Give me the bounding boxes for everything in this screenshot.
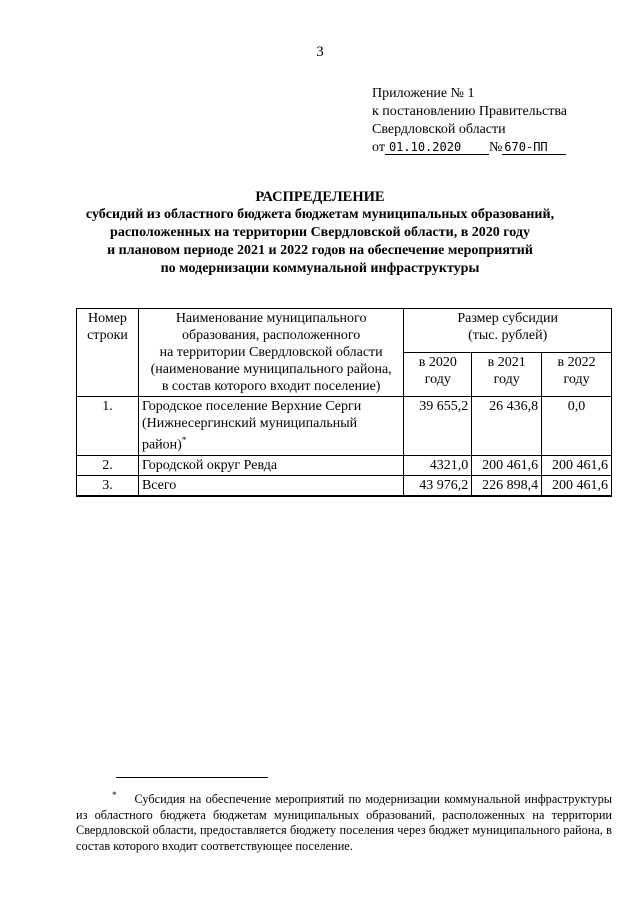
heading-line-2: расположенных на территории Свердловской области, в 2020 году (110, 225, 530, 240)
row-name-line-3 (142, 432, 400, 454)
number-label: № (488, 140, 503, 155)
heading-line-1: субсидий из областного бюджета бюджетам муниципальных образований, (85, 207, 555, 222)
appendix-line-3: Свердловской области (372, 122, 506, 137)
row-value-2021: 26 436,8 (472, 397, 542, 456)
header-number (77, 309, 139, 397)
appendix-block (372, 85, 567, 157)
header-year-2022 (542, 353, 612, 397)
footnote-text: Субсидия на обеспечение мероприятий по модернизации коммунальной инфраструктуры из областного бюджета бюджетам муниципальных образований, расположенных на территории Свердловской области, предоставляется бюджету поселения через бюджет муниципального района, в состав которого входит соответствующее поселение. (76, 792, 612, 853)
table-row (77, 455, 612, 475)
header-name-line-3: на территории Свердловской области (159, 345, 383, 360)
row-name (138, 397, 403, 456)
order-date: 01.10.2020 (385, 140, 489, 155)
header-number-line-1: Номер (88, 311, 127, 326)
row-number: 1. (77, 397, 139, 456)
table-row (77, 397, 612, 456)
year-2022-line-1: в 2022 (557, 355, 596, 370)
header-name-line-4: (наименование муниципального района, (150, 362, 392, 377)
table-row-total (77, 475, 612, 496)
table-header-row (77, 309, 612, 353)
row-value-2021: 200 461,6 (472, 455, 542, 475)
row-name: Городской округ Ревда (138, 455, 403, 475)
row-value-2022: 0,0 (542, 397, 612, 456)
header-year-2020 (404, 353, 472, 397)
subsidy-table (76, 308, 612, 497)
row-value-2020: 43 976,2 (404, 475, 472, 496)
row-name-line-1: Городское поселение Верхние Серги (141, 399, 362, 414)
year-2020-line-1: в 2020 (418, 355, 457, 370)
header-name-line-5: в состав которого входит поселение) (161, 379, 381, 394)
header-amount-line-1: Размер субсидии (457, 311, 559, 326)
header-name (138, 309, 403, 397)
document-heading (60, 188, 580, 278)
row-name-line-3-text: район) (141, 437, 182, 453)
row-value-2020: 4321,0 (404, 455, 472, 475)
row-value-2021: 226 898,4 (472, 475, 542, 496)
year-2020-line-2: году (424, 372, 451, 387)
page-number: 3 (316, 44, 324, 60)
row-number: 3. (77, 475, 139, 496)
footnote-mark: * (181, 435, 187, 445)
header-year-2021 (472, 353, 542, 397)
heading-title: РАСПРЕДЕЛЕНИЕ (255, 189, 385, 205)
row-value-2020: 39 655,2 (404, 397, 472, 456)
header-number-line-2: строки (87, 328, 128, 343)
footnote-marker: * (112, 790, 117, 800)
from-label: от (372, 140, 385, 155)
row-number: 2. (77, 455, 139, 475)
heading-line-3: и плановом периоде 2021 и 2022 годов на обеспечение мероприятий (107, 243, 533, 258)
row-name: Всего (138, 475, 403, 496)
header-amount (404, 309, 612, 353)
footnote-divider (116, 777, 268, 778)
appendix-order-line (372, 139, 567, 157)
row-value-2022: 200 461,6 (542, 455, 612, 475)
row-name-line-2: (Нижнесергинский муниципальный (141, 416, 358, 431)
year-2022-line-2: году (563, 372, 590, 387)
appendix-line-1: Приложение № 1 (372, 86, 475, 101)
order-number: 670-ПП (502, 140, 566, 155)
footnote (76, 788, 612, 854)
row-value-2022: 200 461,6 (542, 475, 612, 496)
appendix-line-2: к постановлению Правительства (372, 104, 568, 119)
heading-line-4: по модернизации коммунальной инфраструктуры (160, 261, 480, 276)
header-name-line-1: Наименование муниципального (175, 311, 367, 326)
year-2021-line-1: в 2021 (487, 355, 526, 370)
header-name-line-2: образования, расположенного (181, 328, 361, 343)
header-amount-line-2: (тыс. рублей) (468, 328, 548, 343)
year-2021-line-2: году (493, 372, 520, 387)
